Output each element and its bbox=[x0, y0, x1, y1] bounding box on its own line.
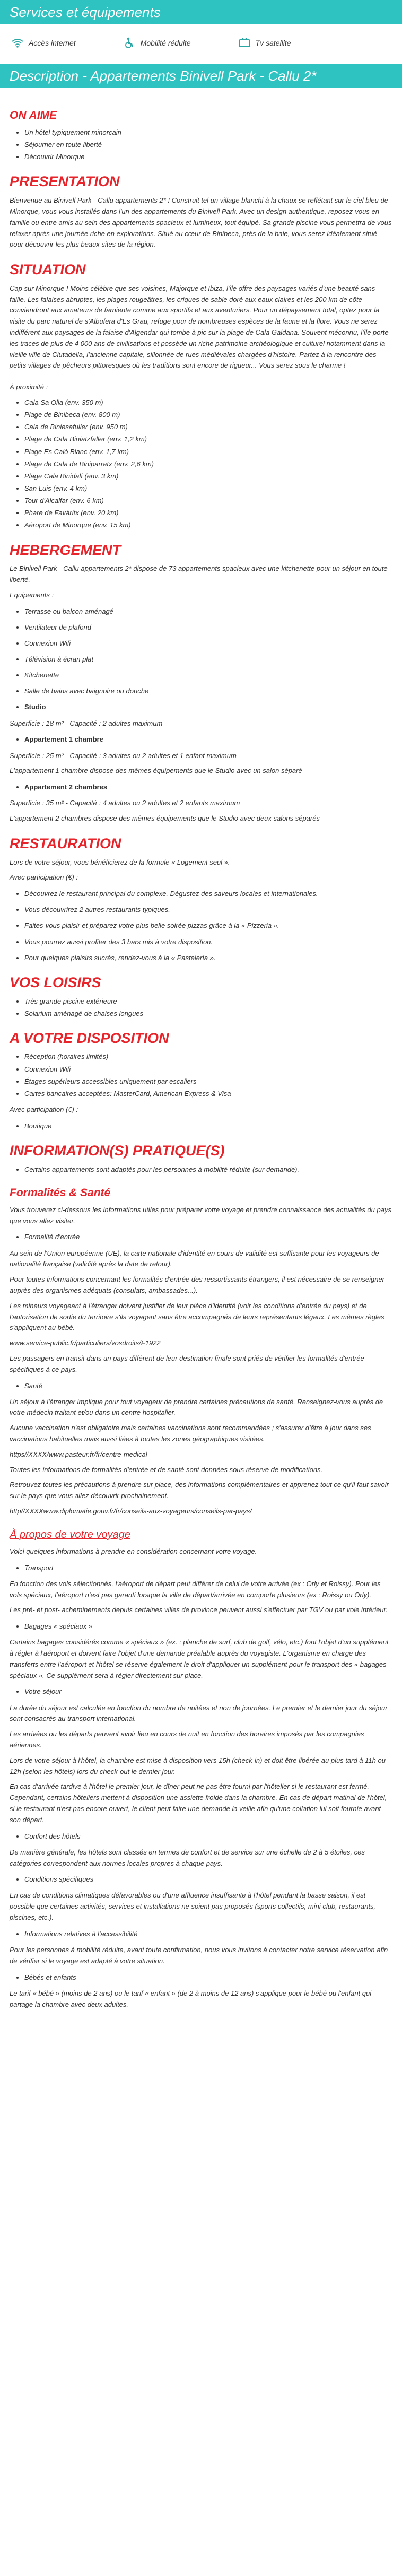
formalites-p6: Aucune vaccination n'est obligatoire mais certaines vaccinations sont recommandées ; s'assurer d'être à jour dans ses vaccinations habituelles mais aussi liées à toutes les zones géographiques visitées. bbox=[10, 1424, 371, 1443]
wifi-icon bbox=[12, 37, 23, 49]
apropos-v1: La durée du séjour est calculée en fonction du nombre de nuitées et non de journées. Le premier et le dernier jour du séjour sont consacrés au transport international. bbox=[10, 1703, 388, 1723]
disposition-label: Avec participation (€) : bbox=[10, 1106, 78, 1114]
formalites-p2: Pour toutes informations concernant les formalités d'entrée des ressortissants étrangers, il est nécessaire de se renseigner auprès des organismes adéquats (consulats, ambassades...). bbox=[10, 1275, 385, 1294]
list-item: • Ventilateur de plafond bbox=[24, 622, 392, 633]
list-item: • Plage Cala Binidalí (env. 3 km) bbox=[24, 471, 392, 482]
proximity-label: À proximité : bbox=[10, 383, 48, 391]
list-item: • Aéroport de Minorque (env. 15 km) bbox=[24, 520, 392, 530]
hebergement-heading: HEBERGEMENT bbox=[10, 542, 121, 558]
list-item: • San Luis (env. 4 km) bbox=[24, 483, 392, 494]
formalites-link3[interactable]: http//XXXXwww.diplomatie.gouv.fr/fr/conseils-aux-voyageurs/conseils-par-pays/ bbox=[10, 1507, 252, 1516]
loisirs-heading: VOS LOISIRS bbox=[10, 974, 101, 990]
list-item: • Terrasse ou balcon aménagé bbox=[24, 606, 392, 617]
list-item: • Découvrez le restaurant principal du complexe. Dégustez des saveurs locales et internationales. bbox=[24, 889, 392, 899]
list-item: • Solarium aménagé de chaises longues bbox=[24, 1008, 392, 1019]
pratique-list bbox=[24, 1164, 392, 1175]
apropos-e1: Le tarif « bébé » (moins de 2 ans) ou le tarif « enfant » (de 2 à moins de 12 ans) s'applique pour le bébé ou l'enfant qui partage la chambre avec deux adultes. bbox=[10, 1989, 372, 2008]
services-bar bbox=[0, 0, 402, 24]
restauration-label: Avec participation (€) : bbox=[10, 873, 78, 882]
description-title: Description - Appartements Binivell Park - Callu 2* bbox=[10, 68, 317, 84]
bebes-title: • Bébés et enfants bbox=[24, 1972, 392, 1983]
service-label: Tv satellite bbox=[255, 39, 291, 47]
studio-list bbox=[24, 702, 392, 712]
disposition-list bbox=[24, 1051, 392, 1099]
apropos-b1: Certains bagages considérés comme « spéciaux » (ex. : planche de surf, club de golf, vélo, etc.) font l'objet d'un supplément à régler à l'aéroport et doivent faire l'objet d'une demande préalable auprès du voyagiste. L'organisme en charge des transferts entre l'aéroport et l'hôtel se réserve également le droit d'appliquer un supplément pour le transport des « bagages spéciaux ». Ce supplément sera à régler directement sur place. bbox=[10, 1638, 389, 1679]
pratique-heading: INFORMATION(S) PRATIQUE(S) bbox=[10, 1142, 225, 1159]
disposition-heading: A VOTRE DISPOSITION bbox=[10, 1030, 169, 1046]
access-list bbox=[24, 1929, 392, 1939]
loisirs-list bbox=[24, 996, 392, 1019]
list-item: • Télévision à écran plat bbox=[24, 654, 392, 665]
list-item: • Cartes bancaires acceptées: MasterCard, American Express & Visa bbox=[24, 1089, 392, 1099]
services-list bbox=[0, 24, 402, 53]
presentation-text: Bienvenue au Binivell Park - Callu appartements 2* ! Construit tel un village blanchi à la chaux se reflétant sur le ciel bleu de Minorque, vous vous installés dans l'un des appartements du Binivell Park. Avec un design authentique, reposez-vous en famille ou entre amis au sein des appartements spacieux et lumineux, tout équipé. Sa grande piscine vous permettra de vous relaxer après une journée riche en explorations. Situé au cœur de Binibeca, près de la baie, vous serez idéalement situé pour découvrir les plus beaux sites de la région. bbox=[10, 196, 392, 249]
restauration-heading: RESTAURATION bbox=[10, 835, 121, 851]
sante-list bbox=[24, 1381, 392, 1391]
on-aime-list bbox=[24, 127, 392, 162]
situation-heading: SITUATION bbox=[10, 262, 86, 278]
apropos-v2: Les arrivées ou les départs peuvent avoir lieu en cours de nuit en fonction des horaires imposés par les compagnies aériennes. bbox=[10, 1730, 364, 1749]
formalites-heading: Formalités & Santé bbox=[10, 1186, 111, 1199]
list-item: • Plage de Binibeca (env. 800 m) bbox=[24, 410, 392, 420]
formalites-p8: Retrouvez toutes les précautions à prendre sur place, des informations complémentaires et apprenez tout ce qu'il faut savoir sur le pays que vous allez découvrir prochainement. bbox=[10, 1481, 389, 1500]
transport-list bbox=[24, 1563, 392, 1573]
service-internet bbox=[12, 33, 76, 53]
sejour-list bbox=[24, 1686, 392, 1697]
situation-text: Cap sur Minorque ! Moins célèbre que ses voisines, Majorque et Ibiza, l'île offre des paysages variés d'une beauté sans faille. Les falaises abruptes, les plages rougeâtres, les criques de sable doré aux eaux claires et les 200 km de côte conviendront aux amateurs de farniente comme aux sportifs et aux aventuriers. Pour un dépaysement total, optez pour la visite du parc naturel de s'Albufera d'Es Grau, refuge pour de nombreuses espèces de la faune et la flore. Vous ne serez indifférent aux paysages de la falaise d'Algendar qui tombe à pic sur la plage de Cala Galdana. Souvent méconnu, l'île porte les traces de plus de 4 000 ans de civilisations et possède un riche patrimoine archéologique et culturel notamment dans la vieille ville de Ciutadella, l'ancienne capitale, sillonnée de rues médiévales chargées d'histoire. Partez à la rencontre des petits villages de pêcheurs pittoresques où les traditions sont encore de rigueur... Vous serez sous le charme ! bbox=[10, 284, 389, 370]
appt1-title: • Appartement 1 chambre bbox=[24, 734, 392, 745]
list-item: • Vous découvrirez 2 autres restaurants typiques. bbox=[24, 904, 392, 915]
sante-title: • Santé bbox=[24, 1381, 392, 1391]
on-aime-heading: ON AIME bbox=[10, 109, 57, 121]
apropos-v3: Lors de votre séjour à l'hôtel, la chambre est mise à disposition vers 15h (check-in) et doit être libérée au plus tard à 11h ou 12h (selon les hôtels) lors du check-out le dernier jour. bbox=[10, 1756, 386, 1776]
apropos-heading: À propos de votre voyage bbox=[10, 1528, 130, 1541]
appt2-title: • Appartement 2 chambres bbox=[24, 782, 392, 793]
list-item: • Étages supérieurs accessibles uniquement par escaliers bbox=[24, 1076, 392, 1087]
formalites-p1: Au sein de l'Union européenne (UE), la carte nationale d'identité en cours de validité est suffisante pour les voyageurs de nationalité française (validité après la date de retour). bbox=[10, 1249, 379, 1268]
restauration-intro: Lors de votre séjour, vous bénéficierez de la formule « Logement seul ». bbox=[10, 858, 230, 866]
bebes-list bbox=[24, 1972, 392, 1983]
studio-title: • Studio bbox=[24, 702, 392, 712]
apropos-c1: De manière générale, les hôtels sont classés en termes de confort et de service sur une échelle de 2 à 5 étoiles, ces catégories correspondent aux normes locales propres à chaque pays. bbox=[10, 1848, 365, 1867]
appt2-note: L'appartement 2 chambres dispose des mêmes équipements que le Studio avec deux salons séparés bbox=[10, 814, 320, 823]
apropos-t1: En fonction des vols sélectionnés, l'aéroport de départ peut différer de celui de votre arrivée (ex : Orly et Roissy). Pour les vols spéciaux, l'aéroport n'est pas garanti lorsque la ville de départ/arrivée en comporte plusieurs (ex : Roissy ou Orly). bbox=[10, 1579, 381, 1599]
apropos-intro: Voici quelques informations à prendre en considération concernant votre voyage. bbox=[10, 1547, 257, 1555]
formalites-p3: Les mineurs voyageant à l'étranger doivent justifier de leur pièce d'identité (voir les conditions d'entrée du pays) et de l'autorisation de sortie du territoire s'ils voyagent sans être accompagnés de leurs représentants légaux. Les mêmes règles s'appliquent au bébé. bbox=[10, 1301, 384, 1332]
equipments-label: Equipements : bbox=[10, 590, 54, 599]
climat-list bbox=[24, 1874, 392, 1885]
list-item: • Tour d'Alcalfar (env. 6 km) bbox=[24, 495, 392, 506]
list-item: • Cala de Biniesafuller (env. 950 m) bbox=[24, 422, 392, 432]
identity-title: • Formalité d'entrée bbox=[24, 1232, 392, 1242]
identity-list bbox=[24, 1232, 392, 1242]
appt2-list bbox=[24, 782, 392, 793]
list-item: • Plage Es Caló Blanc (env. 1,7 km) bbox=[24, 447, 392, 457]
description-bar bbox=[0, 64, 402, 88]
list-item: • Connexion Wifi bbox=[24, 1064, 392, 1075]
list-item: • Faites-vous plaisir et préparez votre plus belle soirée pizzas grâce à la « Pizzeria ». bbox=[24, 920, 392, 931]
apropos-a1: Pour les personnes à mobilité réduite, avant toute confirmation, nous vous invitons à contacter notre service réservation afin de vérifier si le voyage est adapté à votre situation. bbox=[10, 1945, 388, 1965]
list-item: • Connexion Wifi bbox=[24, 638, 392, 649]
list-item: • Découvrir Minorque bbox=[24, 152, 392, 162]
access-title: • Informations relatives à l'accessibilité bbox=[24, 1929, 392, 1939]
presentation-heading: PRESENTATION bbox=[10, 173, 120, 190]
list-item: • Plage de Cala Biniatzfaller (env. 1,2 km) bbox=[24, 434, 392, 445]
wheelchair-icon bbox=[124, 37, 135, 49]
studio-desc: Superficie : 18 m² - Capacité : 2 adultes maximum bbox=[10, 719, 163, 727]
bagages-title: • Bagages « spéciaux » bbox=[24, 1621, 392, 1632]
list-item: • Certains appartements sont adaptés pour les personnes à mobilité réduite (sur demande). bbox=[24, 1164, 392, 1175]
proximity-list bbox=[24, 397, 392, 531]
list-item: • Kitchenette bbox=[24, 670, 392, 681]
formalites-p7: Toutes les informations de formalités d'entrée et de santé sont données sous réserve de modifications. bbox=[10, 1465, 323, 1474]
formalites-link1[interactable]: www.service-public.fr/particuliers/vosdroits/F1922 bbox=[10, 1339, 161, 1347]
service-tv bbox=[239, 33, 291, 53]
service-label: Mobilité réduite bbox=[140, 39, 191, 47]
appt1-note: L'appartement 1 chambre dispose des mêmes équipements que le Studio avec un salon séparé bbox=[10, 767, 302, 775]
confort-list bbox=[24, 1831, 392, 1842]
equipments-list bbox=[24, 606, 392, 697]
formalites-intro: Vous trouverez ci-dessous les informations utiles pour préparer votre voyage et prendre connaissance des actualités du pays que vous allez visiter. bbox=[10, 1205, 391, 1225]
list-item: • Très grande piscine extérieure bbox=[24, 996, 392, 1007]
formalites-link2[interactable]: https//XXXX/www.pasteur.fr/fr/centre-medical bbox=[10, 1450, 147, 1458]
list-item: • Phare de Favàritx (env. 20 km) bbox=[24, 508, 392, 518]
sejour-title: • Votre séjour bbox=[24, 1686, 392, 1697]
services-title: Services et équipements bbox=[10, 4, 161, 20]
list-item: • Un hôtel typiquement minorcain bbox=[24, 127, 392, 138]
list-item: • Salle de bains avec baignoire ou douche bbox=[24, 686, 392, 697]
list-item: • Réception (horaires limités) bbox=[24, 1051, 392, 1062]
disposition-paid-list bbox=[24, 1121, 392, 1132]
list-item: • Boutique bbox=[24, 1121, 392, 1132]
tv-icon bbox=[239, 37, 250, 49]
list-item: • Vous pourrez aussi profiter des 3 bars mis à votre disposition. bbox=[24, 937, 392, 947]
list-item: • Pour quelques plaisirs sucrés, rendez-vous à la « Pastelería ». bbox=[24, 953, 392, 963]
description-content bbox=[0, 88, 402, 2010]
climat-title: • Conditions spécifiques bbox=[24, 1874, 392, 1885]
bagages-list bbox=[24, 1621, 392, 1632]
formalites-p4: Les passagers en transit dans un pays différent de leur destination finale sont priés de vérifier les formalités d'entrée spécifiques à ce pays. bbox=[10, 1354, 364, 1373]
apropos-t2: Les pré- et post- acheminements depuis certaines villes de province peuvent aussi s'effectuer par TGV ou par voie intérieur. bbox=[10, 1606, 388, 1614]
transport-title: • Transport bbox=[24, 1563, 392, 1573]
appt1-list bbox=[24, 734, 392, 745]
appt2-desc: Superficie : 35 m² - Capacité : 4 adultes ou 2 adultes et 2 enfants maximum bbox=[10, 799, 240, 807]
service-label: Accès internet bbox=[29, 39, 76, 47]
service-mobility bbox=[124, 33, 191, 53]
hebergement-intro: Le Binivell Park - Callu appartements 2* dispose de 73 appartements spacieux avec une kitchenette pour un séjour en toute liberté. bbox=[10, 564, 388, 584]
list-item: • Séjourner en toute liberté bbox=[24, 140, 392, 150]
apropos-v4: En cas d'arrivée tardive à l'hôtel le premier jour, le dîner peut ne pas être fourni par l'hôtelier si le restaurant est fermé. Cependant, certains hôteliers mettent à disposition une assiette froide dans la chambre. En cas de départ matinal de l'hôtel, si le restaurant n'est pas encore ouvert, le client peut faire une demande la veille afin qu'une collation lui soit fournie avant son départ. bbox=[10, 1782, 387, 1824]
list-item: • Cala Sa Olla (env. 350 m) bbox=[24, 397, 392, 408]
restauration-list bbox=[24, 889, 392, 963]
confort-title: • Confort des hôtels bbox=[24, 1831, 392, 1842]
formalites-p5: Un séjour à l'étranger implique pour tout voyageur de prendre certaines précautions de santé. Renseignez-vous auprès de votre médecin traitant et/ou dans un centre hospitalier. bbox=[10, 1397, 383, 1417]
list-item: • Plage de Cala de Biniparratx (env. 2,6 km) bbox=[24, 459, 392, 469]
appt1-desc: Superficie : 25 m² - Capacité : 3 adultes ou 2 adultes et 1 enfant maximum bbox=[10, 751, 237, 760]
apropos-cl1: En cas de conditions climatiques défavorables ou d'une affluence insuffisante à l'hôtel pendant la basse saison, il est possible que certaines activités, services et installations ne soient pas proposés (sports collectifs, mini club, restaurants, piscines, etc.). bbox=[10, 1891, 376, 1922]
